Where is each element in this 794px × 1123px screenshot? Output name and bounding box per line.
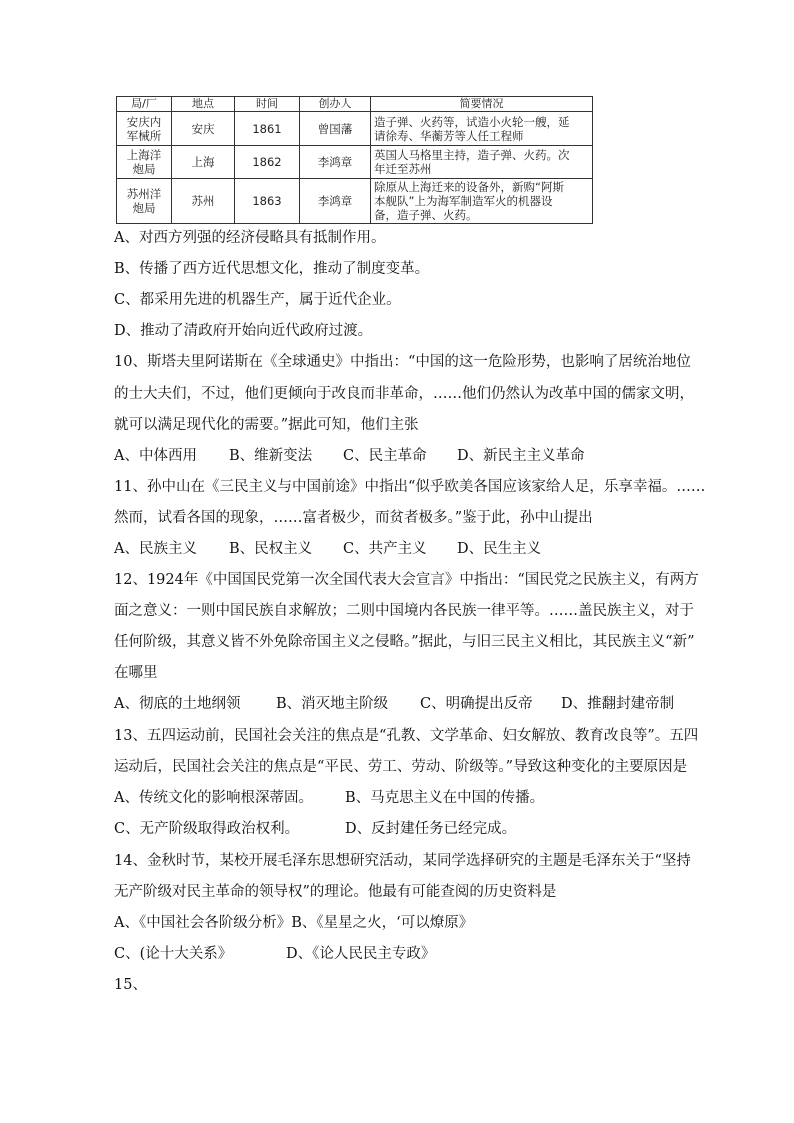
q13-stem-line: 运动后，民国社会关注的焦点是“平民、劳工、劳动、阶级等。”导致这种变化的主要原因是 bbox=[114, 759, 688, 775]
q12-option-d: D、推翻封建帝制 bbox=[561, 696, 675, 712]
cell-text: 请徐寿、华蘅芳等人任工程师 bbox=[374, 128, 524, 143]
q13-option-c: C、无产阶级取得政治权利。 bbox=[114, 821, 300, 837]
cell-text: 英国人马格里主持，造子弹、火药。次 bbox=[374, 148, 570, 162]
table-cell-name bbox=[117, 179, 172, 224]
q14-stem-line: 无产阶级对民主革命的领导权”的理论。他最有可能查阅的历史资料是 bbox=[114, 884, 557, 900]
cell-text: 除原从上海迁来的设备外，新购“阿斯 bbox=[374, 180, 564, 194]
q10-stem-line: 就可以满足现代化的需要。”据此可知，他们主张 bbox=[114, 417, 419, 433]
table-cell-place: 安庆 bbox=[172, 112, 235, 146]
q13-option-d: D、反封建任务已经完成。 bbox=[345, 821, 517, 837]
q14-option-c: C、(论十大关系》 bbox=[114, 946, 233, 962]
q13-option-b: B、马克思主义在中国的传播。 bbox=[345, 790, 545, 806]
cell-text: 苏州洋 bbox=[126, 187, 162, 201]
q9-option-c: C、都采用先进的机器生产，属于近代企业。 bbox=[114, 292, 401, 308]
q12-stem-line: 任何阶级，其意义皆不外免除帝国主义之侵略。”据此，与旧三民主义相比，其民族主义“新” bbox=[114, 634, 695, 650]
table-header: 简要情况 bbox=[371, 97, 593, 112]
q13-option-a: A、传统文化的影响根深蒂固。 bbox=[114, 790, 313, 806]
table-cell-place: 上海 bbox=[172, 146, 235, 179]
q12-option-a: A、彻底的土地纲领 bbox=[114, 696, 241, 712]
table-header: 时间 bbox=[235, 97, 300, 112]
table-cell-desc bbox=[371, 179, 593, 224]
cell-text: 军械所 bbox=[126, 128, 162, 143]
table-cell-founder: 李鸿章 bbox=[300, 179, 371, 224]
cell-text: 上海洋 bbox=[126, 148, 162, 162]
q11-stem-line: 然而，试看各国的现象，……富者极少，而贫者极多。”鉴于此，孙中山提出 bbox=[114, 510, 593, 526]
q11-option-a: A、民族主义 bbox=[114, 541, 197, 557]
table-cell-place: 苏州 bbox=[172, 179, 235, 224]
table-cell-desc bbox=[371, 112, 593, 146]
q10-option-b: B、维新变法 bbox=[229, 448, 313, 464]
q9-option-b: B、传播了西方近代思想文化，推动了制度变革。 bbox=[114, 261, 430, 277]
q9-option-a: A、对西方列强的经济侵略具有抵制作用。 bbox=[114, 230, 386, 246]
table-cell-desc bbox=[371, 146, 593, 179]
q13-stem-line: 13、五四运动前，民国社会关注的焦点是“孔教、文学革命、妇女解放、教育改良等”。五四 bbox=[114, 728, 699, 744]
q14-stem-line: 14、金秋时节，某校开展毛泽东思想研究活动，某同学选择研究的主题是毛泽东关于“坚持 bbox=[114, 853, 691, 869]
cell-text: 炮局 bbox=[132, 162, 156, 176]
q11-option-b: B、民权主义 bbox=[229, 541, 313, 557]
table-cell-founder: 曾国藩 bbox=[300, 112, 371, 146]
q12-stem-line: 在哪里 bbox=[114, 665, 158, 681]
cell-text: 备，造子弹、火药。 bbox=[374, 208, 478, 222]
q12-option-c: C、明确提出反帝 bbox=[420, 696, 533, 712]
table-header: 地点 bbox=[172, 97, 235, 112]
q12-option-b: B、消灭地主阶级 bbox=[276, 696, 389, 712]
cell-text: 安庆内 bbox=[126, 114, 162, 129]
q15-stem-line: 15、 bbox=[114, 977, 147, 993]
table-cell-name bbox=[117, 146, 172, 179]
table-row bbox=[117, 179, 593, 224]
q11-stem-line: 11、孙中山在《三民主义与中国前途》中指出“似乎欧美各国应该家给人足，乐享幸福。…… bbox=[114, 479, 706, 495]
q14-options-a-b: A、《中国社会各阶级分析》B、《星星之火，‘可以燎原》 bbox=[114, 915, 474, 931]
q12-stem-line: 12、1924年《中国国民党第一次全国代表大会宣言》中指出：“国民党之民族主义，有两方 bbox=[114, 572, 699, 588]
table-cell-year: 1861 bbox=[235, 112, 300, 146]
q10-option-d: D、新民主主义革命 bbox=[457, 448, 585, 464]
table-cell-year: 1862 bbox=[235, 146, 300, 179]
q14-option-d: D、《论人民民主专政》 bbox=[286, 946, 436, 962]
table-cell-name bbox=[117, 112, 172, 146]
cell-text: 年迁至苏州 bbox=[374, 162, 432, 176]
table-cell-founder: 李鸿章 bbox=[300, 146, 371, 179]
q10-stem-line: 的士大夫们，不过，他们更倾向于改良而非革命，……他们仍然认为改革中国的儒家文明， bbox=[114, 386, 694, 402]
table-header: 创办人 bbox=[300, 97, 371, 112]
q11-option-c: C、共产主义 bbox=[343, 541, 427, 557]
table-header: 局/厂 bbox=[117, 97, 172, 112]
cell-text: 炮局 bbox=[132, 201, 156, 215]
q10-option-a: A、中体西用 bbox=[114, 448, 197, 464]
cell-text: 本舰队”上为海军制造军火的机器设 bbox=[374, 194, 553, 208]
q12-stem-line: 面之意义：一则中国民族自求解放；二则中国境内各民族一律平等。……盖民族主义，对于 bbox=[114, 603, 694, 619]
cell-text: 造子弹、火药等，试造小火轮一艘，延 bbox=[374, 114, 570, 129]
q11-option-d: D、民生主义 bbox=[457, 541, 542, 557]
q10-stem-line: 10、斯塔夫里阿诺斯在《全球通史》中指出：“中国的这一危险形势，也影响了居统治地位 bbox=[114, 354, 691, 370]
arsenal-table bbox=[116, 96, 593, 224]
table-row bbox=[117, 112, 593, 146]
q10-option-c: C、民主革命 bbox=[343, 448, 427, 464]
table-row bbox=[117, 146, 593, 179]
table-cell-year: 1863 bbox=[235, 179, 300, 224]
table-header-row bbox=[117, 97, 593, 112]
q9-option-d: D、推动了清政府开始向近代政府过渡。 bbox=[114, 323, 373, 339]
